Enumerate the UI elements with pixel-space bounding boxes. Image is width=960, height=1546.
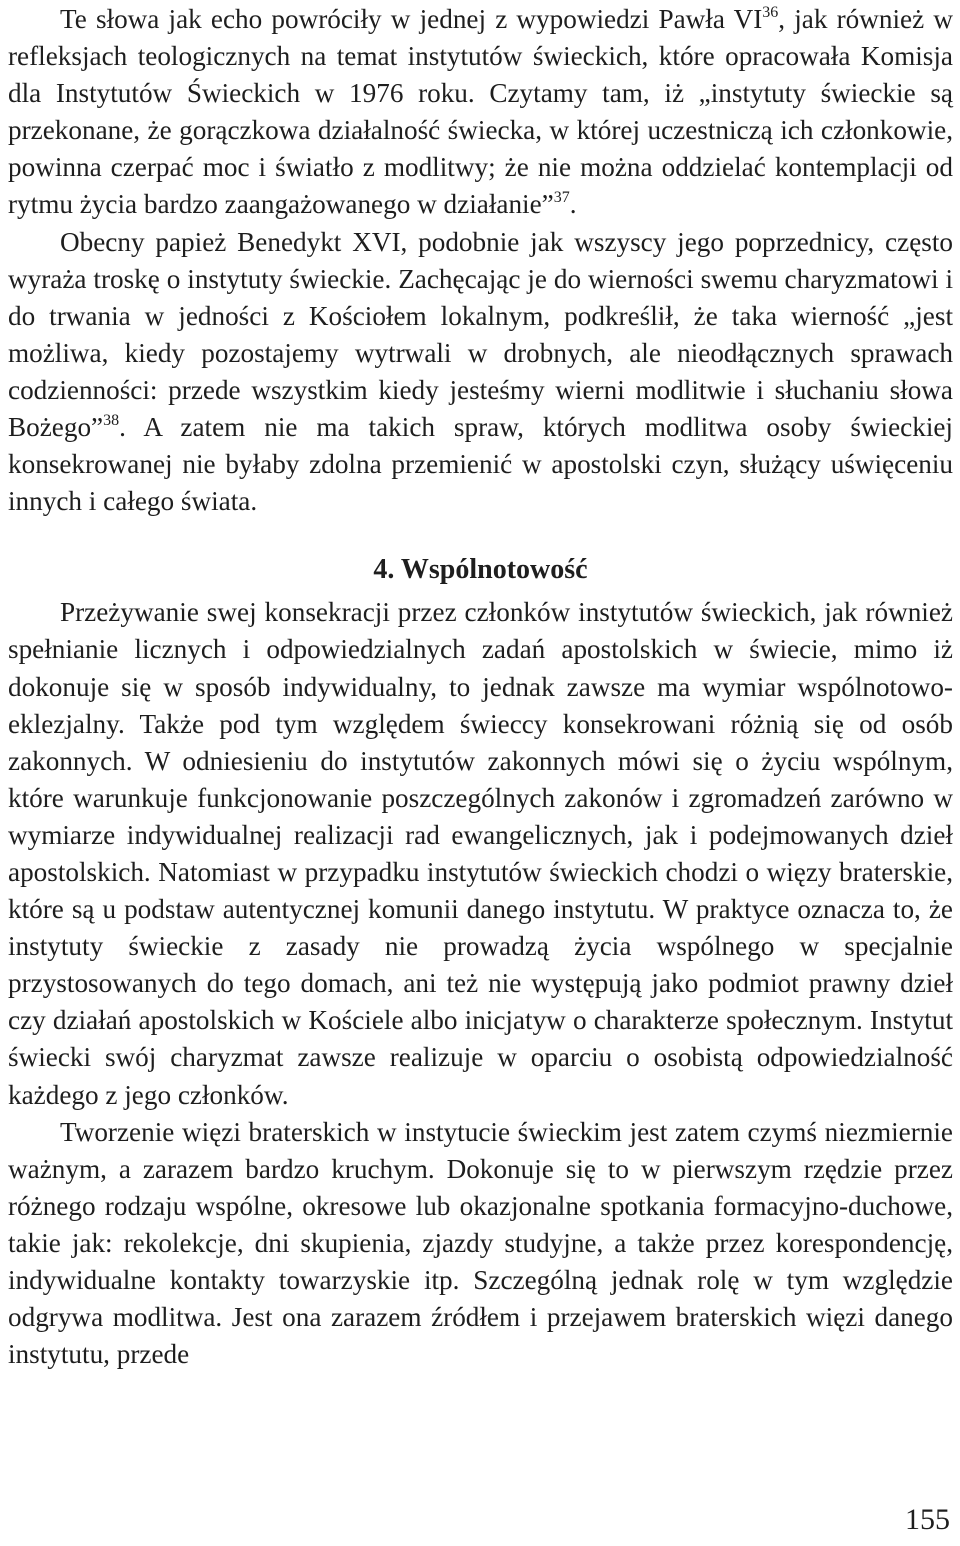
paragraph-1 <box>8 1 953 224</box>
page-content <box>8 0 953 1373</box>
paragraph-3: Przeżywanie swej konsekracji przez członków instytutów świeckich, jak również spełnianie licznych i odpowiedzialnych zadań apostolskich w świecie, mimo iż dokonuje się w sposób indywidualny, to jednak zawsze ma wymiar wspólnotowo-eklezjalny. Także pod tym względem świeccy konsekrowani różnią się od osób zakonnych. W odniesieniu do instytutów zakonnych mówi się o życiu wspólnym, które warunkuje funkcjonowanie poszczególnych zakonów i zgromadzeń zarówno w wymiarze indywidualnej realizacji rad ewangelicznych, jak i podejmowanych dzieł apostolskich. Natomiast w przypadku instytutów świeckich chodzi o więzy braterskie, które są u podstaw autentycznej komunii danego instytutu. W praktyce oznacza to, że instytuty świeckie z zasady nie prowadzą życia wspólnego w specjalnie przystosowanych do tego domach, ani też nie występują jako podmiot prawny dzieł czy działań apostolskich w Kościele albo inicjatyw o charakterze społecznym. Instytut świecki swój charyzmat zawsze realizuje w oparciu o osobistą odpowiedzialność każdego z jego członków. <box>8 597 953 1110</box>
paragraph-1-text-c: . <box>569 189 577 220</box>
footnote-ref-38: 38 <box>103 412 120 430</box>
section-heading: 4. Wspólnotowość <box>373 554 588 586</box>
footnote-ref-36: 36 <box>762 4 779 21</box>
footnote-ref-37: 37 <box>553 189 570 207</box>
paragraph-4: Tworzenie więzi braterskich w instytucie świeckim jest zatem czymś niezmiernie ważnym, a zarazem bardzo kruchym. Dokonuje się to w pierwszym rzędzie przez różnego rodzaju wspólne, okresowe lub okazjonalne spotkania formacyjno-duchowe, takie jak: rekolekcje, dni skupienia, zjazdy studyjne, a także przez korespondencję, indywidualne kontakty towarzyskie itp. Szczególną jednak rolę w tym względzie odgrywa modlitwa. Jest ona zarazem źródłem i przejawem braterskich więzi danego instytutu, przede <box>8 1116 953 1370</box>
page-number: 155 <box>905 1503 950 1536</box>
paragraph-1-text-a: Te słowa jak echo powróciły w jednej z wypowiedzi Pawła VI <box>60 4 763 34</box>
paragraph-2-text-a: Obecny papież Benedykt XVI, podobnie jak wszyscy jego poprzednicy, często wyraża troskę o instytuty świeckie. Zachęcając je do wierności swemu charyzmatowi i do trwania w jedności z Kościołem lokalnym, podkreślił, że taka wierność „jest możliwa, kiedy pozostajemy wytrwali w drobnych, ale nieodłącznych sprawach codzienności: przede wszystkim kiedy jesteśmy wierni modlitwie i słuchaniu słowa Bożego” <box>8 226 953 443</box>
paragraph-2-text-b: . A zatem nie ma takich spraw, których modlitwa osoby świeckiej konsekrowanej nie byłaby zdolna przemienić w apostolski czyn, służący uświęceniu innych i całego świata. <box>8 412 953 517</box>
paragraph-2 <box>8 224 953 521</box>
paragraph-1-text-b: , jak również w refleksjach teologicznych na temat instytutów świeckich, które opracowała Komisja dla Instytutów Świeckich w 1976 roku. Czytamy tam, iż „instytuty świeckie są przekonane, że gorączkowa działalność świecka, w której uczestniczą ich członkowie, powinna czerpać moc i światło z modlitwy; że nie można oddzielać kontemplacji od rytmu życia bardzo zaangażowanego w działanie” <box>8 4 953 220</box>
